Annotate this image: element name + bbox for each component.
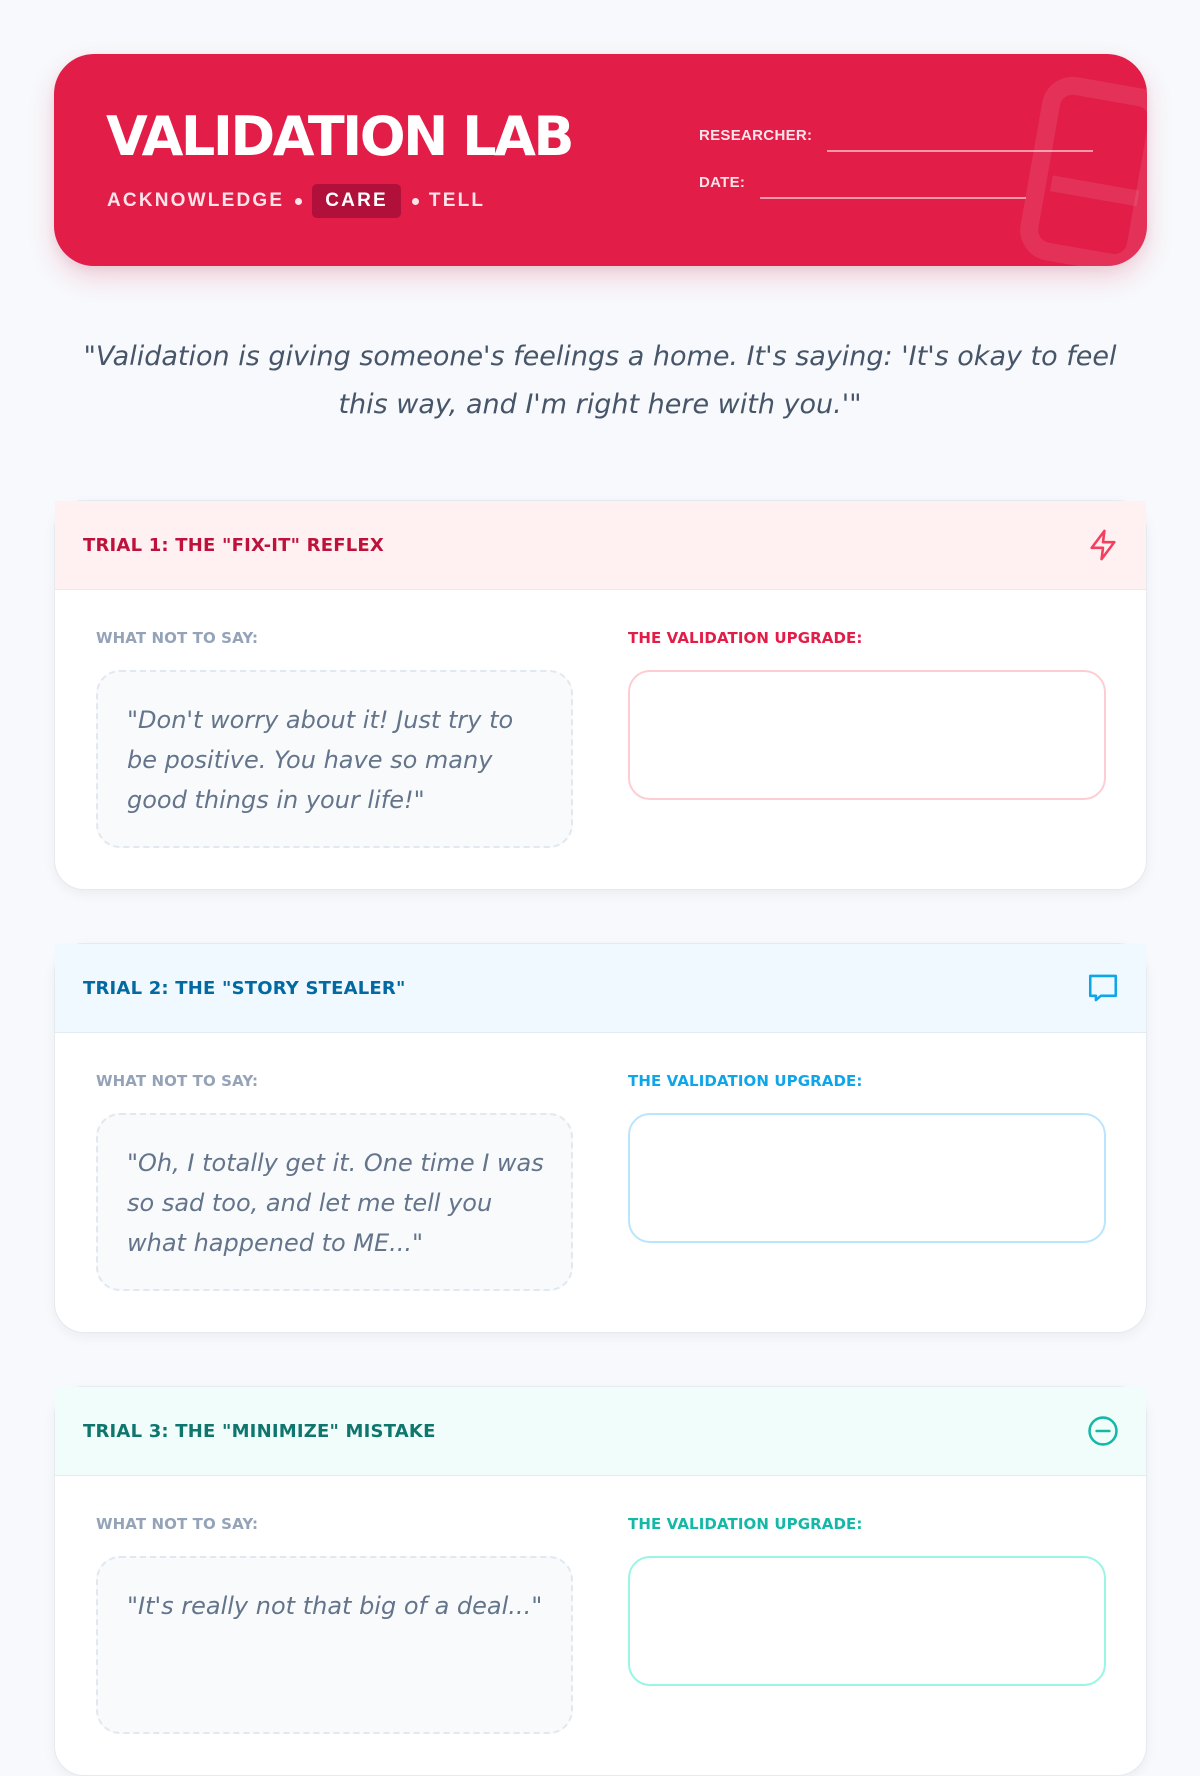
- header-tagline: [107, 184, 485, 218]
- what-not-to-say-label: WHAT NOT TO SAY:: [96, 1515, 259, 1533]
- trial-title: TRIAL 3: THE "MINIMIZE" MISTAKE: [83, 1421, 436, 1442]
- date-input-line[interactable]: [760, 197, 1026, 199]
- what-not-to-say-label: WHAT NOT TO SAY:: [96, 629, 259, 647]
- clipboard-decoration-icon: [1011, 82, 1151, 272]
- what-not-to-say-label: WHAT NOT TO SAY:: [96, 1072, 259, 1090]
- tag-tell: TELL: [428, 190, 486, 211]
- date-label: DATE:: [699, 174, 746, 191]
- trial-title: TRIAL 2: THE "STORY STEALER": [83, 978, 406, 999]
- validation-upgrade-answer-box[interactable]: [628, 1113, 1106, 1243]
- trial-header: [55, 1387, 1146, 1476]
- trial-card-1: [54, 500, 1147, 890]
- page-title: VALIDATION LAB: [106, 105, 573, 168]
- chat-bubble-icon: [1086, 971, 1120, 1005]
- validation-upgrade-label: THE VALIDATION UPGRADE:: [628, 629, 863, 647]
- header-banner: [54, 54, 1147, 266]
- what-not-to-say-example: "It's really not that big of a deal...": [96, 1556, 573, 1734]
- trial-title: TRIAL 1: THE "FIX-IT" REFLEX: [83, 535, 384, 556]
- tag-acknowledge: ACKNOWLEDGE: [107, 190, 285, 211]
- tag-separator-dot: [295, 198, 302, 205]
- validation-upgrade-label: THE VALIDATION UPGRADE:: [628, 1515, 863, 1533]
- validation-upgrade-answer-box[interactable]: [628, 1556, 1106, 1686]
- researcher-input-line[interactable]: [827, 150, 1093, 152]
- minus-circle-icon: [1086, 1414, 1120, 1448]
- tag-care: CARE: [312, 184, 401, 218]
- intro-quote: "Validation is giving someone's feelings a home. It's saying: 'It's okay to feel this way, and I'm right here with you.'": [83, 341, 1117, 420]
- what-not-to-say-example: "Oh, I totally get it. One time I was so sad too, and let me tell you what happened to ME...": [96, 1113, 573, 1291]
- what-not-to-say-example: "Don't worry about it! Just try to be positive. You have so many good things in your life!": [96, 670, 573, 848]
- trial-card-2: [54, 943, 1147, 1333]
- trial-header: [55, 501, 1146, 590]
- validation-upgrade-label: THE VALIDATION UPGRADE:: [628, 1072, 863, 1090]
- trial-header: [55, 944, 1146, 1033]
- tag-separator-dot: [412, 198, 419, 205]
- lightning-bolt-icon: [1086, 528, 1120, 562]
- trial-card-3: [54, 1386, 1147, 1776]
- validation-upgrade-answer-box[interactable]: [628, 670, 1106, 800]
- researcher-label: RESEARCHER:: [699, 127, 813, 144]
